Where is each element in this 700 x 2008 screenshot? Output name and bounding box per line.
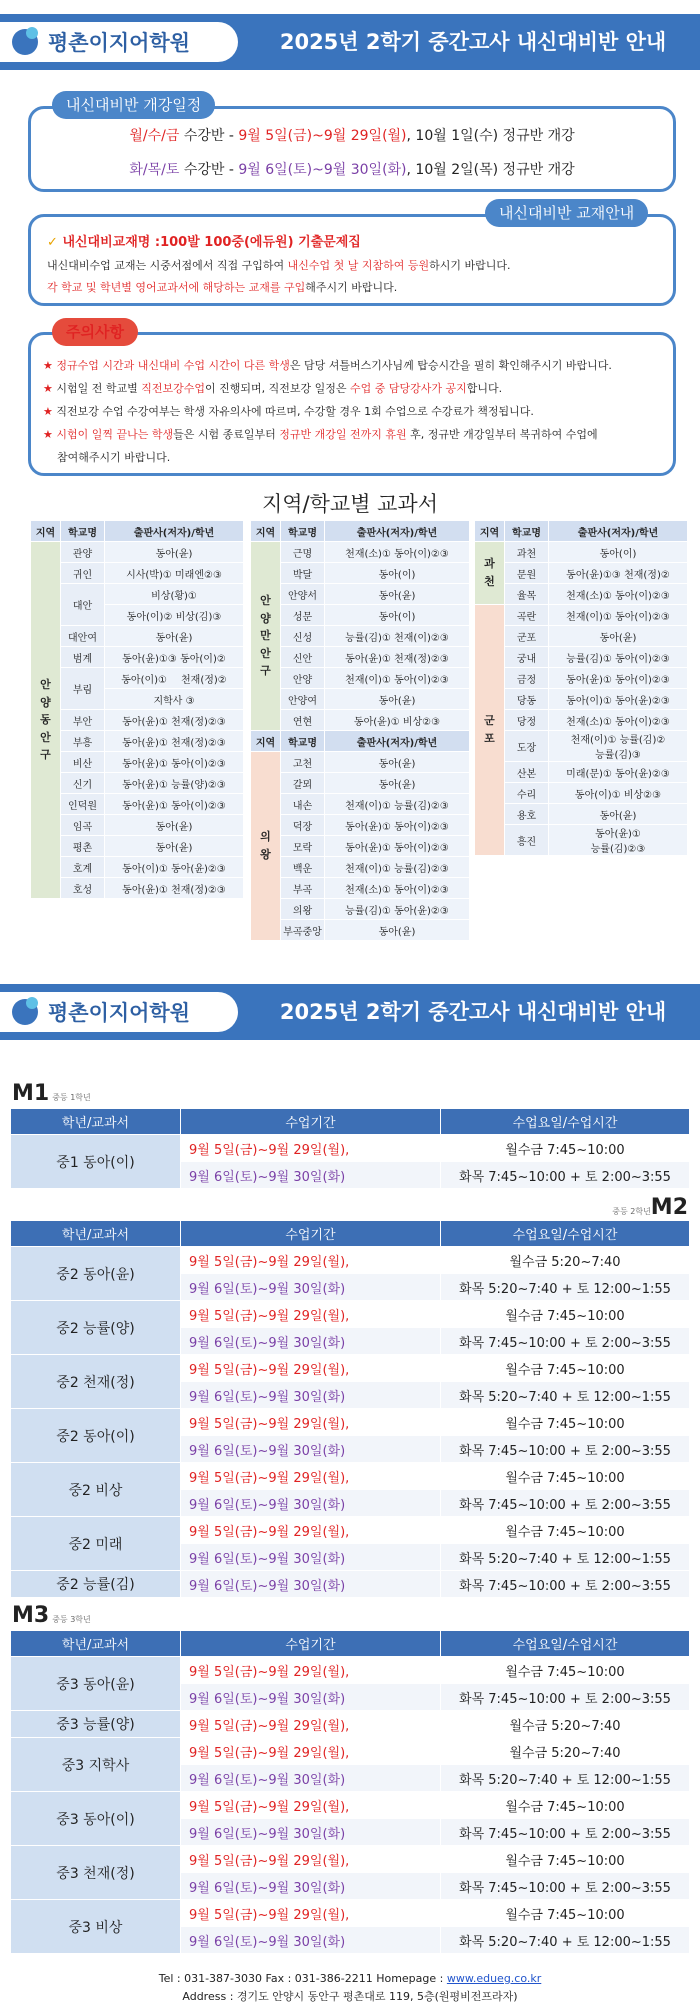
school-name: 고천: [281, 752, 325, 773]
column-header: 수업기간: [181, 1631, 441, 1657]
publisher-cell: 동아(윤): [105, 542, 244, 563]
publisher-cell: 동아(윤): [325, 584, 470, 605]
column-header: 학년/교과서: [11, 1109, 181, 1135]
publisher-cell: 동아(윤): [325, 752, 470, 773]
class-time: 월수금 7:45~10:00: [441, 1900, 690, 1927]
school-name: 안양여: [281, 689, 325, 710]
m3-schedule-table: [10, 1630, 690, 1954]
school-name: 호성: [61, 878, 105, 899]
school-name: 흥진: [505, 825, 549, 856]
school-name: 신성: [281, 626, 325, 647]
textbook-row: [251, 563, 470, 584]
class-time: 월수금 5:20~7:40: [441, 1711, 690, 1738]
publisher-cell: 동아(이): [325, 563, 470, 584]
school-name: 부흥: [61, 731, 105, 752]
textbook-row: [251, 668, 470, 689]
publisher-cell: 동아(이): [549, 542, 688, 563]
publisher-cell: 동아(윤)① 동아(이)②③: [325, 836, 470, 857]
textbook-row: [251, 857, 470, 878]
school-name: 귀인: [61, 563, 105, 584]
textbook-row: [251, 689, 470, 710]
textbook-row: [475, 563, 688, 584]
school-name: 궁내: [505, 647, 549, 668]
class-name: 중3 지학사: [11, 1738, 181, 1792]
check-icon: ✓: [47, 235, 58, 250]
class-time: 월수금 7:45~10:00: [441, 1792, 690, 1819]
textbook-row: [475, 584, 688, 605]
footer-contact: Tel : 031-387-3030 Fax : 031-386-2211 Homepage : www.edueg.co.kr: [158, 1972, 542, 1985]
textbook-row: [475, 762, 688, 783]
schedule-row: [11, 1657, 690, 1684]
class-period: 9월 6일(토)~9월 30일(화): [181, 1544, 441, 1571]
textbook-row: [31, 563, 244, 584]
class-time: 화목 7:45~10:00 + 토 2:00~3:55: [441, 1162, 690, 1189]
publisher-cell: 시사(박)① 미래엔②③: [105, 563, 244, 584]
publisher-cell: 동아(윤): [105, 836, 244, 857]
notice-1: ★ 정규수업 시간과 내신대비 수업 시간이 다른 학생은 담당 셔틀버스기사님께 탑승시간을 필히 확인해주시기 바랍니다.: [43, 359, 612, 372]
m1-schedule-table: [10, 1108, 690, 1189]
column-header: 수업요일/수업시간: [441, 1109, 690, 1135]
school-name: 율목: [505, 584, 549, 605]
publisher-cell: 동아(윤)①③ 동아(이)②: [105, 647, 244, 668]
textbook-table-3: 지역 학교명 출판사(저자)/학년 과천 과천 동아(이) 문원 동아(윤)①③ 천재(정)② 율목 천재(소)① 동아(이)②③ 군포 곡란 천재(이)① 동아(이)②③ 군포 동아(윤) 궁내 능률(김)① 동아(이)②③ 금정 동아(윤)① 동아(이)②③ 당동 동아(이)① 동아(윤)②③ 당정 천재(소)① 동아(이)②③ 도장 천재(이)① 능률(김)② 능률(김)③ 산본 미래(문)① 동아(윤)②③ 수리 동아(이)① 비상②③ 용호 동아(윤) 흥진 동아(윤)① 능률(김)②③: [474, 520, 688, 856]
publisher-cell: 동아(윤)① 천재(정)②③: [105, 710, 244, 731]
class-period: 9월 6일(토)~9월 30일(화): [181, 1162, 441, 1189]
publisher-cell: 지학사 ③: [105, 689, 244, 710]
publisher-cell: 동아(윤)① 비상②③: [325, 710, 470, 731]
schedule-row: [11, 1846, 690, 1873]
school-name: 범계: [61, 647, 105, 668]
class-period: 9월 5일(금)~9월 29일(월),: [181, 1657, 441, 1684]
school-name: 비산: [61, 752, 105, 773]
school-name: 안양: [281, 668, 325, 689]
publisher-cell: 동아(윤)①③ 천재(정)②: [549, 563, 688, 584]
textbook-row: [251, 626, 470, 647]
textbook-row: [475, 783, 688, 804]
textbook-row: [475, 626, 688, 647]
school-name: 도장: [505, 731, 549, 762]
logo-icon: [12, 999, 38, 1025]
publisher-cell: 동아(윤): [105, 626, 244, 647]
class-time: 월수금 7:45~10:00: [441, 1135, 690, 1162]
schedule-row: [11, 1738, 690, 1765]
academy-logo-2: 평촌이지어학원: [0, 992, 238, 1032]
publisher-cell: 동아(윤)① 천재(정)②③: [105, 731, 244, 752]
textbook-row: [475, 731, 688, 762]
publisher-cell: 천재(소)① 동아(이)②③: [549, 584, 688, 605]
class-time: 화목 7:45~10:00 + 토 2:00~3:55: [441, 1819, 690, 1846]
class-period: 9월 5일(금)~9월 29일(월),: [181, 1301, 441, 1328]
publisher-cell: 동아(이)① 동아(윤)②③: [105, 857, 244, 878]
textbook-row: [251, 647, 470, 668]
class-period: 9월 5일(금)~9월 29일(월),: [181, 1711, 441, 1738]
schedule-row: [11, 1792, 690, 1819]
schedule-row: [11, 1135, 690, 1162]
textbook-row: [31, 626, 244, 647]
schedule-header: [11, 1109, 690, 1135]
class-period: 9월 5일(금)~9월 29일(월),: [181, 1738, 441, 1765]
publisher-cell: 천재(이)① 동아(이)②③: [549, 605, 688, 626]
school-name: 당정: [505, 710, 549, 731]
publisher-cell: 동아(이): [325, 605, 470, 626]
class-period: 9월 5일(금)~9월 29일(월),: [181, 1792, 441, 1819]
textbook-row: [475, 804, 688, 825]
class-time: 월수금 7:45~10:00: [441, 1463, 690, 1490]
school-name: 근명: [281, 542, 325, 563]
textbook-table-2: 지역 학교명 출판사(저자)/학년 안양 만안구 근명 천재(소)① 동아(이)②③ 박달 동아(이) 안양서 동아(윤) 성문 동아(이) 신성 능률(김)① 천재(이)②③ 신안 동아(윤)① 천재(정)②③ 안양 천재(이)① 동아(이)②③ 안양여 동아(윤) 연현 동아(윤)① 비상②③ 지역 학교명 출판사(저자)/학년 의왕 고천 동아(윤) 갈뫼 동아(윤) 내손 천재(이)① 능률(김)②③ 덕장 동아(윤)① 동아(이)②③ 모락 동아(윤)① 동아(이)②③ 백운 천재(이)① 능률(김)②③ 부곡 천재(소)① 동아(이)②③ 의왕 능률(김)① 동아(윤)②③ 부곡중앙 동아(윤): [250, 520, 470, 941]
m2-schedule-table: [10, 1220, 690, 1598]
class-period: 9월 5일(금)~9월 29일(월),: [181, 1846, 441, 1873]
class-name: 중3 비상: [11, 1900, 181, 1954]
class-period: 9월 6일(토)~9월 30일(화): [181, 1328, 441, 1355]
class-period: 9월 5일(금)~9월 29일(월),: [181, 1135, 441, 1162]
textbook-row: [251, 815, 470, 836]
class-name: 중3 능률(양): [11, 1711, 181, 1738]
class-time: 화목 7:45~10:00 + 토 2:00~3:55: [441, 1873, 690, 1900]
school-name: 모락: [281, 836, 325, 857]
class-time: 화목 7:45~10:00 + 토 2:00~3:55: [441, 1571, 690, 1598]
textbook-row: [31, 836, 244, 857]
school-name: 문원: [505, 563, 549, 584]
school-name: 부곡중앙: [281, 920, 325, 941]
class-time: 화목 5:20~7:40 + 토 12:00~1:55: [441, 1765, 690, 1792]
school-name: 임곡: [61, 815, 105, 836]
class-period: 9월 6일(토)~9월 30일(화): [181, 1684, 441, 1711]
school-name: 안양서: [281, 584, 325, 605]
textbook-row: [475, 668, 688, 689]
class-time: 화목 7:45~10:00 + 토 2:00~3:55: [441, 1436, 690, 1463]
textbook-table-1: 지역 학교명 출판사(저자)/학년 안양 동안구 관양 동아(윤) 귀인 시사(박)① 미래엔②③ 대안 비상(황)① 동아(이)② 비상(김)③ 대안여 동아(윤) 범계 동아(윤)①③ 동아(이)② 부림 동아(이)① 천재(정)② 지학사 ③ 부안 동아(윤)① 천재(정)②③ 부흥 동아(윤)① 천재(정)②③ 비산 동아(윤)① 동아(이)②③ 신기 동아(윤)① 능률(양)②③ 인덕원 동아(윤)① 동아(이)②③ 임곡 동아(윤) 평촌 동아(윤) 호계 동아(이)① 동아(윤)②③ 호성 동아(윤)① 천재(정)②③: [30, 520, 244, 899]
schedule-label: 내신대비반 개강일정: [52, 91, 215, 119]
textbook-title: ✓ 내신대비교재명 :100발 100중(에듀원) 기출문제집: [47, 235, 361, 250]
class-name: 중2 동아(이): [11, 1409, 181, 1463]
class-period: 9월 6일(토)~9월 30일(화): [181, 1382, 441, 1409]
academy-logo: [0, 22, 238, 62]
school-name: 수리: [505, 783, 549, 804]
schedule-row: [11, 1517, 690, 1544]
region-cell: 군포: [475, 605, 505, 856]
school-name: 호계: [61, 857, 105, 878]
class-time: 화목 7:45~10:00 + 토 2:00~3:55: [441, 1684, 690, 1711]
textbook-row: [475, 647, 688, 668]
region-cell: 의왕: [251, 752, 281, 941]
class-period: 9월 5일(금)~9월 29일(월),: [181, 1900, 441, 1927]
page-title-2: 2025년 2학기 중간고사 내신대비반 안내: [279, 1000, 667, 1024]
publisher-cell: 미래(문)① 동아(윤)②③: [549, 762, 688, 783]
class-name: 중2 동아(윤): [11, 1247, 181, 1301]
schedule-header: [11, 1221, 690, 1247]
class-period: 9월 6일(토)~9월 30일(화): [181, 1819, 441, 1846]
class-time: 화목 7:45~10:00 + 토 2:00~3:55: [441, 1328, 690, 1355]
publisher-cell: 동아(윤)① 능률(양)②③: [105, 773, 244, 794]
class-time: 월수금 7:45~10:00: [441, 1301, 690, 1328]
publisher-cell: 동아(윤): [549, 626, 688, 647]
textbook-row: [251, 752, 470, 773]
notice-4: ★ 시험이 일찍 끝나는 학생들은 시험 종료일부터 정규반 개강일 전까지 휴원 후, 정규반 개강일부터 복귀하여 수업에: [43, 428, 598, 441]
school-name: 군포: [505, 626, 549, 647]
school-name: 백운: [281, 857, 325, 878]
school-name: 신기: [61, 773, 105, 794]
schedule-line-2: 화/목/토 수강반 - 9월 6일(토)~9월 30일(화), 10월 2일(목) 정규반 개강: [129, 162, 575, 178]
class-time: 화목 5:20~7:40 + 토 12:00~1:55: [441, 1382, 690, 1409]
class-time: 월수금 7:45~10:00: [441, 1355, 690, 1382]
m3-label: M3 중등 3학년: [12, 1603, 91, 1628]
school-name: 갈뫼: [281, 773, 325, 794]
publisher-cell: 동아(윤)① 동아(이)②③: [325, 815, 470, 836]
school-name: 평촌: [61, 836, 105, 857]
school-name: 대안: [61, 584, 105, 626]
notice-3: ★ 직전보강 수업 수강여부는 학생 자유의사에 따르며, 수강할 경우 1회 수업으로 수강료가 책정됩니다.: [43, 405, 534, 418]
class-name: 중3 동아(윤): [11, 1657, 181, 1711]
class-period: 9월 5일(금)~9월 29일(월),: [181, 1517, 441, 1544]
school-name: 내손: [281, 794, 325, 815]
textbook-row: [251, 773, 470, 794]
class-period: 9월 5일(금)~9월 29일(월),: [181, 1355, 441, 1382]
publisher-cell: 동아(윤): [325, 920, 470, 941]
notice-4-cont: 참여해주시기 바랍니다.: [57, 451, 171, 464]
schedule-row: [11, 1900, 690, 1927]
schedule-row: [11, 1247, 690, 1274]
class-name: 중2 미래: [11, 1517, 181, 1571]
publisher-cell: 능률(김)① 천재(이)②③: [325, 626, 470, 647]
class-time: 월수금 5:20~7:40: [441, 1738, 690, 1765]
column-header: 학년/교과서: [11, 1631, 181, 1657]
textbook-row: [31, 668, 244, 689]
textbook-row: [475, 605, 688, 626]
logo-text: 평촌이지어학원: [48, 31, 191, 55]
publisher-cell: 천재(이)① 동아(이)②③: [325, 668, 470, 689]
textbook-row: [251, 542, 470, 563]
class-period: 9월 6일(토)~9월 30일(화): [181, 1927, 441, 1954]
class-period: 9월 6일(토)~9월 30일(화): [181, 1436, 441, 1463]
publisher-cell: 천재(소)① 동아(이)②③: [325, 542, 470, 563]
logo-icon: [12, 29, 38, 55]
notice-box: [28, 332, 676, 476]
notice-2: ★ 시험일 전 학교별 직전보강수업이 진행되며, 직전보강 일정은 수업 중 담당강사가 공지합니다.: [43, 382, 503, 395]
schedule-row: [11, 1463, 690, 1490]
school-name: 산본: [505, 762, 549, 783]
publisher-cell: 동아(윤): [105, 815, 244, 836]
textbook-row: [251, 794, 470, 815]
class-period: 9월 6일(토)~9월 30일(화): [181, 1571, 441, 1598]
class-time: 월수금 5:20~7:40: [441, 1247, 690, 1274]
textbook-line-2: 내신대비수업 교재는 시중서점에서 직접 구입하여 내신수업 첫 날 지참하여 등원하시기 바랍니다.: [47, 259, 511, 272]
schedule-header: [11, 1631, 690, 1657]
class-period: 9월 6일(토)~9월 30일(화): [181, 1873, 441, 1900]
class-time: 월수금 7:45~10:00: [441, 1846, 690, 1873]
textbook-section-title: 지역/학교별 교과서: [261, 492, 439, 516]
school-name: 곡란: [505, 605, 549, 626]
textbook-row: [31, 752, 244, 773]
schedule-row: [11, 1409, 690, 1436]
textbook-line-3: 각 학교 및 학년별 영어교과서에 해당하는 교재를 구입해주시기 바랍니다.: [47, 281, 398, 294]
schedule-row: [11, 1301, 690, 1328]
publisher-cell: 능률(김)① 동아(윤)②③: [325, 899, 470, 920]
publisher-cell: 동아(이)② 비상(김)③: [105, 605, 244, 626]
m1-label: M1 중등 1학년: [12, 1081, 91, 1106]
publisher-cell: 동아(윤)① 천재(정)②③: [105, 878, 244, 899]
class-period: 9월 6일(토)~9월 30일(화): [181, 1765, 441, 1792]
publisher-cell: 동아(윤): [325, 689, 470, 710]
school-name: 덕장: [281, 815, 325, 836]
textbook-row: [475, 689, 688, 710]
column-header: 수업요일/수업시간: [441, 1221, 690, 1247]
homepage-link[interactable]: www.edueg.co.kr: [446, 1972, 542, 1985]
school-name: 부림: [61, 668, 105, 710]
footer-address: Address : 경기도 안양시 동안구 평촌대로 119, 5층(원평비전프라자): [182, 1990, 518, 2003]
publisher-cell: 천재(이)① 능률(김)② 능률(김)③: [549, 731, 688, 762]
column-header: 수업기간: [181, 1221, 441, 1247]
class-time: 화목 5:20~7:40 + 토 12:00~1:55: [441, 1544, 690, 1571]
publisher-cell: 동아(이)① 비상②③: [549, 783, 688, 804]
school-name: 박달: [281, 563, 325, 584]
publisher-cell: 천재(소)① 동아(이)②③: [549, 710, 688, 731]
column-header: 수업기간: [181, 1109, 441, 1135]
textbook-row: [251, 836, 470, 857]
region-cell: 안양 동안구: [31, 542, 61, 899]
class-time: 화목 7:45~10:00 + 토 2:00~3:55: [441, 1490, 690, 1517]
class-period: 9월 5일(금)~9월 29일(월),: [181, 1463, 441, 1490]
textbook-row: [31, 794, 244, 815]
class-name: 중1 동아(이): [11, 1135, 181, 1189]
schedule-row: [11, 1571, 690, 1598]
textbook-row: [251, 605, 470, 626]
school-name: 대안여: [61, 626, 105, 647]
schedule-row: [11, 1355, 690, 1382]
header-banner-2: [0, 984, 700, 1040]
textbook-row: [251, 920, 470, 941]
school-name: 관양: [61, 542, 105, 563]
publisher-cell: 동아(윤)① 능률(김)②③: [549, 825, 688, 856]
class-period: 9월 5일(금)~9월 29일(월),: [181, 1409, 441, 1436]
schedule-row: [11, 1711, 690, 1738]
textbook-row: [31, 584, 244, 605]
publisher-cell: 동아(윤)① 동아(이)②③: [105, 752, 244, 773]
class-name: 중2 비상: [11, 1463, 181, 1517]
textbook-row: [31, 773, 244, 794]
header-banner: [0, 14, 700, 70]
publisher-cell: 동아(윤)① 동아(이)②③: [105, 794, 244, 815]
school-name: 용호: [505, 804, 549, 825]
class-name: 중2 능률(양): [11, 1301, 181, 1355]
school-name: 인덕원: [61, 794, 105, 815]
page-title: 2025년 2학기 중간고사 내신대비반 안내: [279, 30, 667, 54]
class-period: 9월 6일(토)~9월 30일(화): [181, 1490, 441, 1517]
textbook-row: [31, 857, 244, 878]
textbook-label: 내신대비반 교재안내: [485, 199, 648, 227]
school-name: 연현: [281, 710, 325, 731]
class-period: 9월 5일(금)~9월 29일(월),: [181, 1247, 441, 1274]
textbook-row: [31, 878, 244, 899]
publisher-cell: 동아(이)① 동아(윤)②③: [549, 689, 688, 710]
column-header: 수업요일/수업시간: [441, 1631, 690, 1657]
notice-label: 주의사항: [52, 318, 138, 346]
class-name: 중3 천재(정): [11, 1846, 181, 1900]
publisher-cell: 동아(윤): [549, 804, 688, 825]
region-cell: 안양 만안구: [251, 542, 281, 731]
textbook-row: [251, 710, 470, 731]
school-name: 성문: [281, 605, 325, 626]
school-name: 부안: [61, 710, 105, 731]
class-time: 월수금 7:45~10:00: [441, 1657, 690, 1684]
textbook-row: [31, 815, 244, 836]
region-cell: 과천: [475, 542, 505, 605]
publisher-cell: 동아(윤)① 천재(정)②③: [325, 647, 470, 668]
publisher-cell: 천재(이)① 능률(김)②③: [325, 857, 470, 878]
textbook-row: [475, 825, 688, 856]
schedule-line-1: 월/수/금 수강반 - 9월 5일(금)~9월 29일(월), 10월 1일(수) 정규반 개강: [129, 128, 575, 144]
school-name: 신안: [281, 647, 325, 668]
publisher-cell: 동아(이)① 천재(정)②: [105, 668, 244, 689]
school-name: 당동: [505, 689, 549, 710]
class-name: 중2 능률(김): [11, 1571, 181, 1598]
textbook-row: [251, 899, 470, 920]
textbook-row: [475, 542, 688, 563]
column-header: 학년/교과서: [11, 1221, 181, 1247]
class-time: 월수금 7:45~10:00: [441, 1517, 690, 1544]
textbook-row: [475, 710, 688, 731]
textbook-row: [251, 878, 470, 899]
textbook-row: [31, 731, 244, 752]
class-period: 9월 6일(토)~9월 30일(화): [181, 1274, 441, 1301]
school-name: 금정: [505, 668, 549, 689]
textbook-row: [31, 542, 244, 563]
class-time: 화목 5:20~7:40 + 토 12:00~1:55: [441, 1927, 690, 1954]
publisher-cell: 동아(윤)① 동아(이)②③: [549, 668, 688, 689]
class-name: 중3 동아(이): [11, 1792, 181, 1846]
class-time: 화목 5:20~7:40 + 토 12:00~1:55: [441, 1274, 690, 1301]
school-name: 부곡: [281, 878, 325, 899]
class-name: 중2 천재(정): [11, 1355, 181, 1409]
publisher-cell: 능률(김)① 동아(이)②③: [549, 647, 688, 668]
textbook-row: [31, 710, 244, 731]
m2-label: 중등 2학년M2: [612, 1195, 688, 1220]
publisher-cell: 천재(소)① 동아(이)②③: [325, 878, 470, 899]
publisher-cell: 천재(이)① 능률(김)②③: [325, 794, 470, 815]
publisher-cell: 비상(황)①: [105, 584, 244, 605]
textbook-row: [31, 647, 244, 668]
textbook-row: [251, 584, 470, 605]
class-time: 월수금 7:45~10:00: [441, 1409, 690, 1436]
publisher-cell: 동아(윤): [325, 773, 470, 794]
school-name: 의왕: [281, 899, 325, 920]
textbook-box: [28, 214, 676, 306]
school-name: 과천: [505, 542, 549, 563]
